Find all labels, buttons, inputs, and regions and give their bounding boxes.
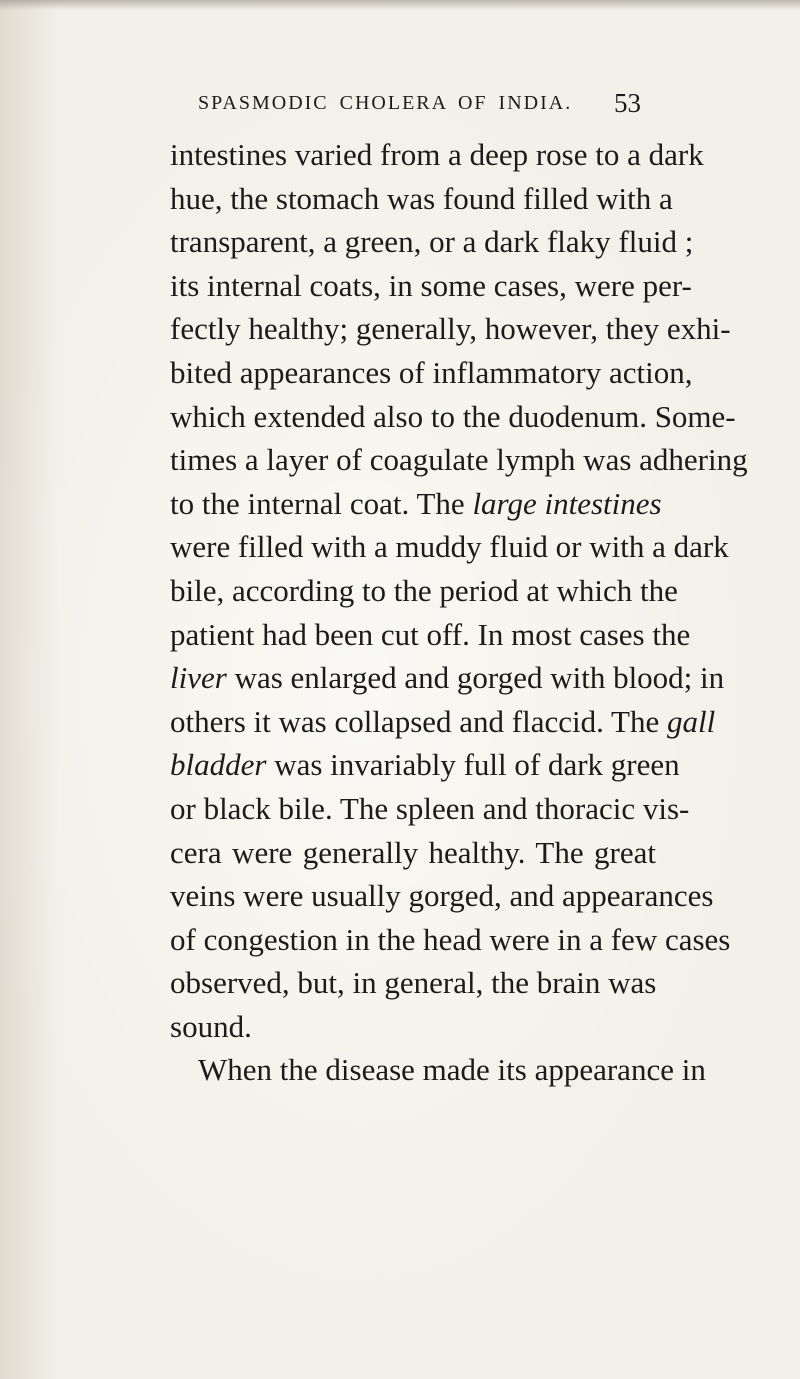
text-line: cera were generally healthy. The great [170,834,656,870]
page-top-shadow [0,0,800,10]
text-line: liver was enlarged and gorged with blood; in [170,660,725,696]
italic-term: liver [170,660,227,696]
text-line: intestines varied from a deep rose to a dark [170,137,704,172]
text-line: hue, the stomach was found filled with a [170,180,673,216]
text-line: sound. [170,1008,252,1044]
text-line: veins were usually gorged, and appearances [170,878,714,914]
italic-term: bladder [170,747,267,783]
text-line: its internal coats, in some cases, were per- [170,267,692,303]
text-line: times a layer of coagulate lymph was adhering [170,442,748,478]
text-line: to the internal coat. The large intestines [170,485,662,521]
text-line: patient had been cut off. In most cases the [170,616,691,652]
text-line: When the disease made its appearance in [198,1052,706,1088]
page-number: 53 [614,88,641,118]
text-line: bladder was invariably full of dark green [170,747,680,783]
text-line: which extended also to the duodenum. Some- [170,398,736,434]
running-title: SPASMODIC CHOLERA OF INDIA. [198,92,573,114]
text-line: of congestion in the head were in a few cases [170,921,731,957]
text-line: bited appearances of inflammatory action, [170,354,693,390]
text-line: observed, but, in general, the brain was [170,965,657,1001]
body-text [170,133,748,1092]
italic-term: large intestines [472,485,662,521]
text-line: fectly healthy; generally, however, they exhi- [170,311,731,347]
running-head [0,88,800,122]
text-line: or black bile. The spleen and thoracic vis- [170,790,690,826]
text-line: were filled with a muddy fluid or with a dark [170,529,729,565]
text-line: others it was collapsed and flaccid. The gall [170,703,716,739]
text-line: bile, according to the period at which the [170,572,678,608]
text-line: transparent, a green, or a dark flaky fluid ; [170,224,694,260]
italic-term: gall [666,703,716,739]
